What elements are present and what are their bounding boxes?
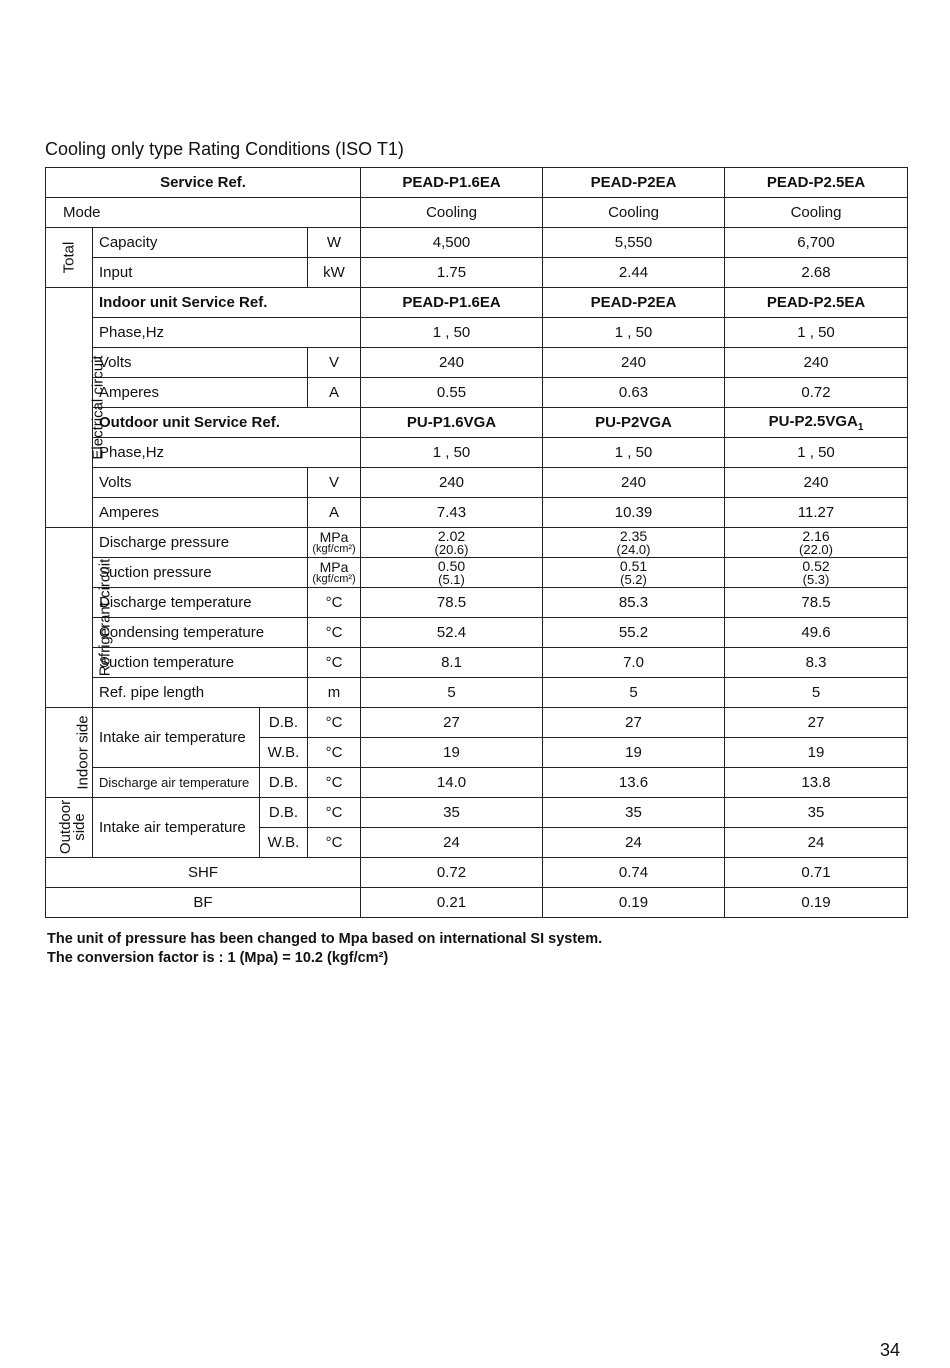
value-cell: 1 , 50 xyxy=(725,318,908,348)
value-cell: 240 xyxy=(543,348,725,378)
value-cell: 19 xyxy=(543,738,725,768)
rating-conditions-table xyxy=(45,167,908,918)
group-label: Refrigerant circuit xyxy=(96,558,114,677)
bulb-cell: D.B. xyxy=(260,768,308,798)
row-label: Suction temperature xyxy=(93,648,308,678)
unit-cell: A xyxy=(308,498,361,528)
unit-cell: V xyxy=(308,468,361,498)
value-cell xyxy=(361,528,543,558)
value-cell: 5 xyxy=(725,678,908,708)
unit-cell: kW xyxy=(308,258,361,288)
row-label: Discharge air temperature xyxy=(93,768,260,798)
value-cell: 2.44 xyxy=(543,258,725,288)
unit-cell: °C xyxy=(308,768,361,798)
row-label: Intake air temperature xyxy=(93,708,260,768)
table-row xyxy=(46,258,908,288)
row-label: Amperes xyxy=(93,498,308,528)
value-main: 0.50 xyxy=(437,557,466,574)
table-row xyxy=(46,858,908,888)
table-row xyxy=(46,768,908,798)
value-main: 2.35 xyxy=(619,527,648,544)
value-cell: PEAD-P2EA xyxy=(543,288,725,318)
row-label: Ref. pipe length xyxy=(93,678,308,708)
page-title: Cooling only type Rating Conditions (ISO T1) xyxy=(45,139,404,159)
value-cell: 0.71 xyxy=(725,858,908,888)
table-row-mode xyxy=(46,198,908,228)
value-cell: 7.0 xyxy=(543,648,725,678)
row-label: Condensing temperature xyxy=(93,618,308,648)
row-label: Amperes xyxy=(93,378,308,408)
value-cell: 0.74 xyxy=(543,858,725,888)
value-cell: 1 , 50 xyxy=(543,438,725,468)
value-cell: 0.55 xyxy=(361,378,543,408)
value-cell: 11.27 xyxy=(725,498,908,528)
table-row xyxy=(46,438,908,468)
page-number: 34 xyxy=(880,1340,901,1360)
value-cell: 0.21 xyxy=(361,888,543,918)
value-cell: 35 xyxy=(725,798,908,828)
group-label-line: side xyxy=(71,813,89,841)
value-cell: 4,500 xyxy=(361,228,543,258)
value-cell: 85.3 xyxy=(543,588,725,618)
value-cell: PU-P1.6VGA xyxy=(361,408,543,438)
row-label: Outdoor unit Service Ref. xyxy=(93,408,361,438)
value-cell: 8.3 xyxy=(725,648,908,678)
value-main: 2.16 xyxy=(802,527,830,544)
value-cell: 35 xyxy=(543,798,725,828)
row-label: Volts xyxy=(93,348,308,378)
unit-cell: W xyxy=(308,228,361,258)
unit-cell: °C xyxy=(308,618,361,648)
table-row xyxy=(46,288,908,318)
value-cell: 1 , 50 xyxy=(543,318,725,348)
value-cell xyxy=(543,528,725,558)
table-row xyxy=(46,408,908,438)
unit-cell xyxy=(308,528,361,558)
value-cell: 6,700 xyxy=(725,228,908,258)
value-main: 2.02 xyxy=(437,527,466,544)
unit-cell: °C xyxy=(308,588,361,618)
unit-cell: °C xyxy=(308,648,361,678)
group-refrigerant xyxy=(46,528,114,708)
footnote: The unit of pressure has been changed to Mpa based on international SI system. xyxy=(47,931,603,947)
value-cell: 55.2 xyxy=(543,618,725,648)
unit-main: MPa xyxy=(319,558,349,575)
value-cell: 5 xyxy=(543,678,725,708)
group-label: Indoor side xyxy=(74,715,92,790)
value-sub: (5.3) xyxy=(802,571,830,587)
value-cell: 7.43 xyxy=(361,498,543,528)
value-cell: 13.8 xyxy=(725,768,908,798)
value-cell: 0.19 xyxy=(543,888,725,918)
value-cell: 5 xyxy=(361,678,543,708)
table-row xyxy=(46,588,908,618)
value-main: 0.51 xyxy=(619,557,648,574)
mode-value: Cooling xyxy=(725,198,908,228)
mode-value: Cooling xyxy=(543,198,725,228)
value-cell: PU-P2VGA xyxy=(543,408,725,438)
value-cell: 0.72 xyxy=(725,378,908,408)
value-cell xyxy=(543,558,725,588)
unit-cell: °C xyxy=(308,798,361,828)
value-cell: 27 xyxy=(725,708,908,738)
unit-cell: °C xyxy=(308,738,361,768)
value-cell: 35 xyxy=(361,798,543,828)
model-suffix: 1 xyxy=(857,421,864,433)
unit-cell xyxy=(308,558,361,588)
table-row-service-ref xyxy=(46,168,908,198)
value-cell: 1 , 50 xyxy=(725,438,908,468)
table-row xyxy=(46,348,908,378)
value-cell: 1 , 50 xyxy=(361,438,543,468)
unit-cell: °C xyxy=(308,708,361,738)
value-cell: 13.6 xyxy=(543,768,725,798)
value-cell: 78.5 xyxy=(361,588,543,618)
value-cell: 1.75 xyxy=(361,258,543,288)
value-cell: 2.68 xyxy=(725,258,908,288)
table-row xyxy=(46,558,908,588)
value-cell xyxy=(361,558,543,588)
value-cell xyxy=(725,558,908,588)
value-cell: 24 xyxy=(725,828,908,858)
value-cell xyxy=(725,408,908,438)
row-label: Volts xyxy=(93,468,308,498)
unit-sub: (kgf/cm²) xyxy=(312,572,356,585)
value-cell: 49.6 xyxy=(725,618,908,648)
row-label: Discharge pressure xyxy=(93,528,308,558)
value-cell: 24 xyxy=(543,828,725,858)
table-row xyxy=(46,678,908,708)
table-row xyxy=(46,468,908,498)
value-cell: 240 xyxy=(361,348,543,378)
value-cell xyxy=(725,528,908,558)
row-label: Discharge temperature xyxy=(93,588,308,618)
service-ref-label: Service Ref. xyxy=(46,168,361,198)
group-label: Electrical circuit xyxy=(89,355,107,460)
unit-cell: A xyxy=(308,378,361,408)
value-cell: 0.72 xyxy=(361,858,543,888)
group-label xyxy=(59,800,87,854)
group-label-line: Outdoor xyxy=(57,799,75,855)
value-cell: 240 xyxy=(361,468,543,498)
value-cell: PEAD-P1.6EA xyxy=(361,288,543,318)
footnote: The conversion factor is : 1 (Mpa) = 10.2 (kgf/cm²) xyxy=(47,950,389,966)
value-cell: 78.5 xyxy=(725,588,908,618)
value-sub: (5.2) xyxy=(620,571,647,587)
row-label: Input xyxy=(93,258,308,288)
model-header: PEAD-P2EA xyxy=(543,168,725,198)
unit-cell: V xyxy=(308,348,361,378)
table-row xyxy=(46,528,908,558)
row-label: Indoor unit Service Ref. xyxy=(93,288,361,318)
table-row xyxy=(46,648,908,678)
table-row xyxy=(46,498,908,528)
row-label: Intake air temperature xyxy=(93,798,260,858)
unit-cell: m xyxy=(308,678,361,708)
bulb-cell: D.B. xyxy=(260,798,308,828)
footnotes xyxy=(47,930,602,968)
row-label: Suction pressure xyxy=(93,558,308,588)
value-cell: 1 , 50 xyxy=(361,318,543,348)
value-cell: 19 xyxy=(361,738,543,768)
value-sub: (5.1) xyxy=(438,571,465,587)
row-label: Capacity xyxy=(93,228,308,258)
unit-main: MPa xyxy=(319,528,349,545)
value-cell: PEAD-P2.5EA xyxy=(725,288,908,318)
table-row xyxy=(46,798,908,828)
value-cell: 0.63 xyxy=(543,378,725,408)
bulb-cell: W.B. xyxy=(260,828,308,858)
value-cell: 8.1 xyxy=(361,648,543,678)
value-cell: 52.4 xyxy=(361,618,543,648)
value-sub: (24.0) xyxy=(616,541,651,557)
mode-value: Cooling xyxy=(361,198,543,228)
model-header: PEAD-P1.6EA xyxy=(361,168,543,198)
table-row xyxy=(46,888,908,918)
value-main: 0.52 xyxy=(802,557,830,574)
value-cell: 240 xyxy=(543,468,725,498)
table-row xyxy=(46,618,908,648)
group-indoor xyxy=(46,708,93,798)
row-label: Phase,Hz xyxy=(93,438,361,468)
mode-label: Mode xyxy=(46,198,361,228)
row-label: SHF xyxy=(46,858,361,888)
value-cell: 5,550 xyxy=(543,228,725,258)
value-cell: 14.0 xyxy=(361,768,543,798)
value-cell: 27 xyxy=(361,708,543,738)
value-sub: (22.0) xyxy=(799,541,833,557)
model-header: PEAD-P2.5EA xyxy=(725,168,908,198)
bulb-cell: D.B. xyxy=(260,708,308,738)
table-row xyxy=(46,708,908,738)
bulb-cell: W.B. xyxy=(260,738,308,768)
unit-cell: °C xyxy=(308,828,361,858)
group-electrical xyxy=(46,288,107,528)
value-cell: 24 xyxy=(361,828,543,858)
model-name: PU-P2.5VGA xyxy=(768,412,858,430)
group-total xyxy=(46,228,93,288)
table-row xyxy=(46,378,908,408)
table-row xyxy=(46,318,908,348)
value-cell: 10.39 xyxy=(543,498,725,528)
value-cell: 240 xyxy=(725,468,908,498)
table-row xyxy=(46,228,908,258)
unit-sub: (kgf/cm²) xyxy=(312,542,356,555)
value-sub: (20.6) xyxy=(434,541,469,557)
value-cell: 240 xyxy=(725,348,908,378)
value-cell: 19 xyxy=(725,738,908,768)
group-outdoor xyxy=(46,798,93,858)
group-label: Total xyxy=(60,241,78,274)
row-label: BF xyxy=(46,888,361,918)
value-cell: 0.19 xyxy=(725,888,908,918)
row-label: Phase,Hz xyxy=(93,318,361,348)
value-cell: 27 xyxy=(543,708,725,738)
